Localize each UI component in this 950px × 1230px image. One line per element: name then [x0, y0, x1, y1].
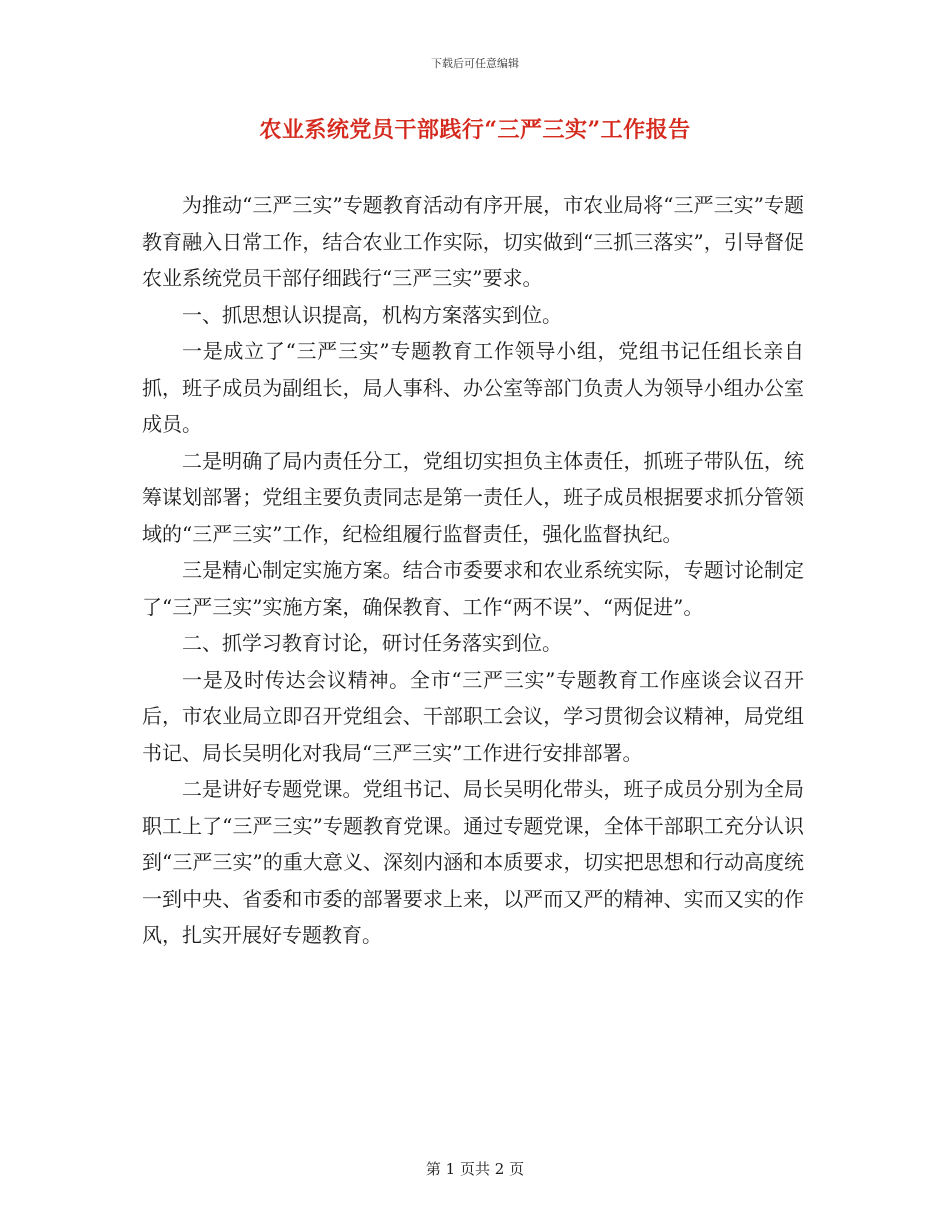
- paragraph: 一是成立了“三严三实”专题教育工作领导小组，党组书记任组长亲自抓，班子成员为副组长，局人事科、办公室等部门负责人为领导小组办公室成员。: [142, 339, 804, 436]
- header-note: 下载后可任意编辑: [431, 57, 519, 70]
- page-footer: 第 1 页共 2 页: [425, 1160, 525, 1178]
- section-heading-1: 一、抓思想认识提高，机构方案落实到位。: [182, 302, 562, 327]
- section-heading-2: 二、抓学习教育讨论，研讨任务落实到位。: [182, 631, 562, 655]
- document-title: 农业系统党员干部践行“三严三实”工作报告: [259, 117, 691, 143]
- document-body: [142, 187, 804, 954]
- paragraph: 二是明确了局内责任分工，党组切实担负主体责任，抓班子带队伍，统筹谋划部署；党组主要负责同志是第一责任人，班子成员根据要求抓分管领域的“三严三实”工作，纪检组履行监督责任，强化监督执纪。: [142, 448, 804, 546]
- paragraph-intro: 为推动“三严三实”专题教育活动有序开展，市农业局将“三严三实”专题教育融入日常工作，结合农业工作实际，切实做到“三抓三落实”，引导督促农业系统党员干部仔细践行“三严三实”要求。: [142, 193, 804, 290]
- paragraph: 二是讲好专题党课。党组书记、局长吴明化带头，班子成员分别为全局职工上了“三严三实”专题教育党课。通过专题党课，全体干部职工充分认识到“三严三实”的重大意义、深刻内涵和本质要求，切实把思想和行动高度统一到中央、省委和市委的部署要求上来，以严而又严的精神、实而又实的作风，扎实开展好专题教育。: [142, 777, 804, 947]
- paragraph: 三是精心制定实施方案。结合市委要求和农业系统实际，专题讨论制定了“三严三实”实施方案，确保教育、工作“两不误”、“两促进”。: [142, 558, 804, 619]
- paragraph: 一是及时传达会议精神。全市“三严三实”专题教育工作座谈会议召开后，市农业局立即召开党组会、干部职工会议，学习贯彻会议精神，局党组书记、局长吴明化对我局“三严三实”工作进行安排部署。: [142, 667, 804, 765]
